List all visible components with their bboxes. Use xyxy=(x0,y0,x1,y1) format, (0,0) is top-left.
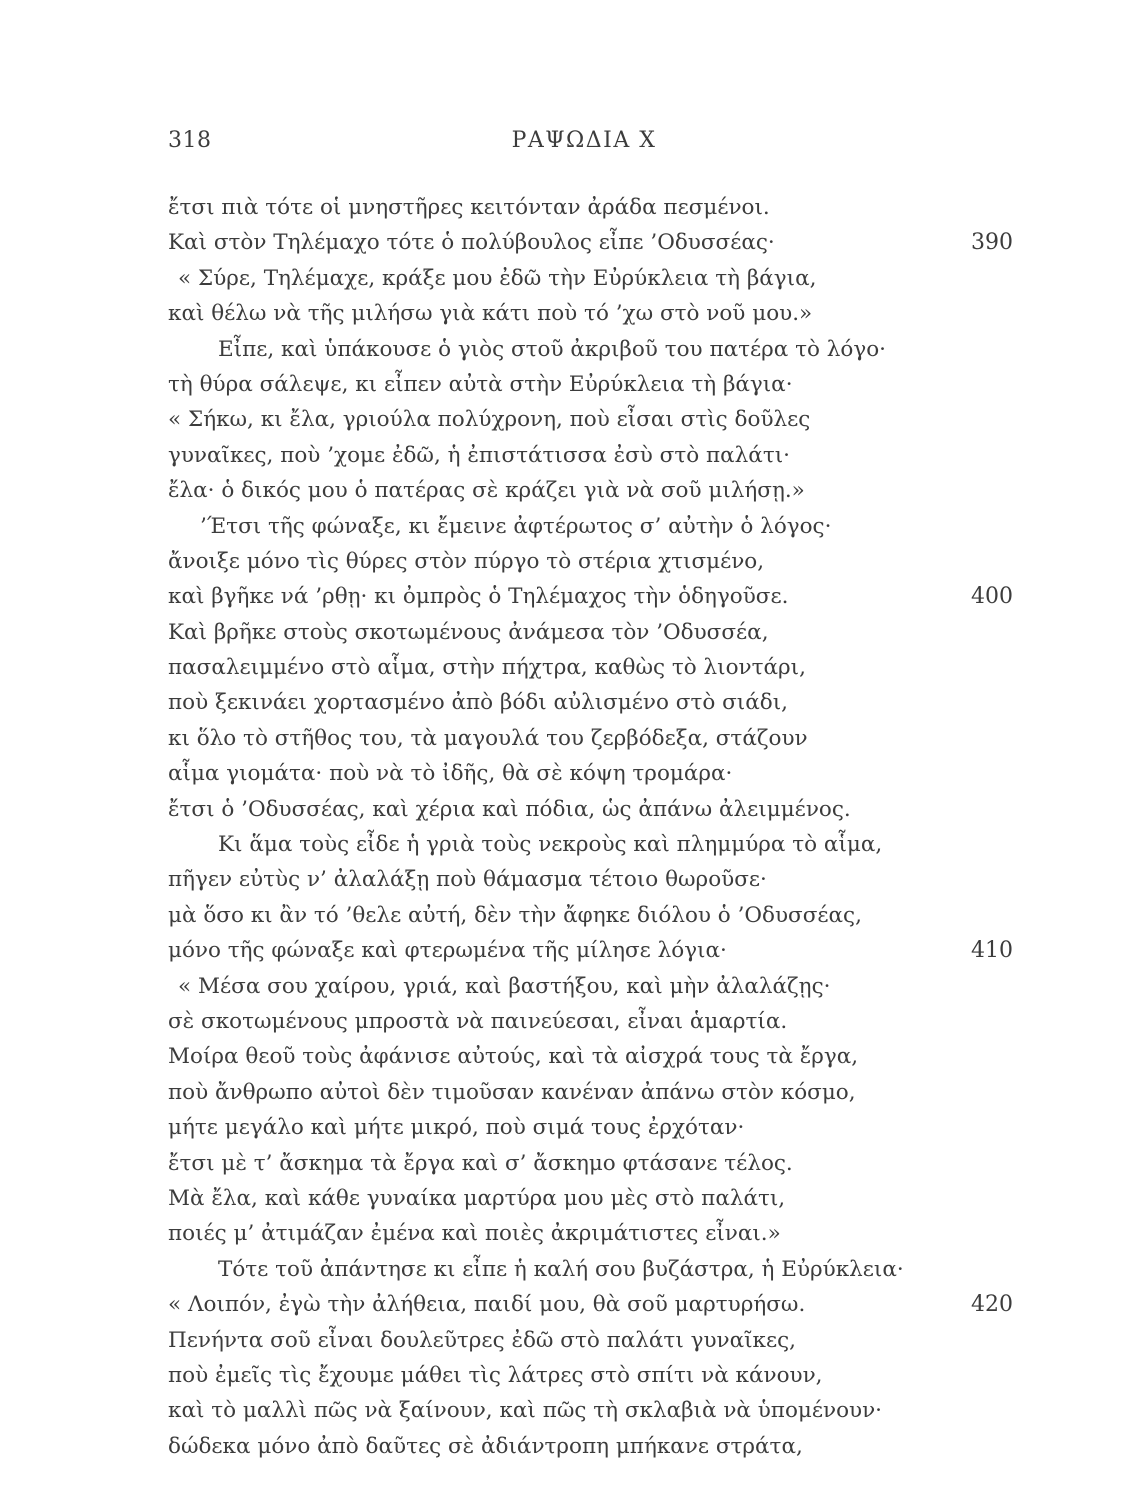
verse-line xyxy=(168,261,1013,296)
verse-line-text: « Σήκω, κι ἔλα, γριούλα πολύχρονη, ποὺ εἶσαι στὶς δοῦλες xyxy=(168,407,811,433)
verse-line-text: πασαλειμμένο στὸ αἷμα, στὴν πήχτρα, καθὼς τὸ λιοντάρι, xyxy=(168,655,806,681)
verse-line xyxy=(168,509,1013,544)
verse-line xyxy=(168,1358,1013,1393)
verse-line xyxy=(168,721,1013,756)
verse-line-text: πῆγεν εὐτὺς ν’ ἀλαλάξῃ ποὺ θάμασμα τέτοιο θωροῦσε· xyxy=(168,867,767,893)
verse-line xyxy=(168,579,1013,614)
verse-line-text: δώδεκα μόνο ἀπὸ δαῦτες σὲ ἀδιάντροπη μπήκανε στράτα, xyxy=(168,1433,803,1459)
verse-line-text: ποὺ ἄνθρωπο αὐτοὶ δὲν τιμοῦσαν κανέναν ἀπάνω στὸν κόσμο, xyxy=(168,1079,856,1105)
verse-line xyxy=(168,862,1013,897)
verse-line xyxy=(168,438,1013,473)
verse-line xyxy=(168,1323,1013,1358)
verse-line-text: καὶ τὸ μαλλὶ πῶς νὰ ξαίνουν, καὶ πῶς τὴ σκλαβιὰ νὰ ὑπομένουν· xyxy=(168,1398,882,1424)
verse-line xyxy=(168,473,1013,508)
verse-line-text: Μὰ ἔλα, καὶ κάθε γυναίκα μαρτύρα μου μὲς στὸ παλάτι, xyxy=(168,1185,786,1211)
verse-line xyxy=(168,650,1013,685)
verse-line xyxy=(168,402,1013,437)
verse-line xyxy=(168,1075,1013,1110)
verse-line-text: γυναῖκες, ποὺ ’χομε ἐδῶ, ἡ ἐπιστάτισσα ἐσὺ στὸ παλάτι· xyxy=(168,442,790,468)
verse-line xyxy=(168,1393,1013,1428)
verse-line xyxy=(168,225,1013,260)
verse-line-text: ἔλα· ὁ δικός μου ὁ πατέρας σὲ κράζει γιὰ νὰ σοῦ μιλήσῃ.» xyxy=(168,478,805,504)
verse-line-text: καὶ βγῆκε νά ’ρθῃ· κι ὀμπρὸς ὁ Τηλέμαχος τὴν ὁδηγοῦσε. xyxy=(168,584,789,610)
verse-line-text: « Σύρε, Τηλέμαχε, κράξε μου ἐδῶ τὴν Εὐρύκλεια τὴ βάγια, xyxy=(178,265,817,291)
verse-line-text: Μοίρα θεοῦ τοὺς ἀφάνισε αὐτούς, καὶ τὰ αἰσχρά τους τὰ ἔργα, xyxy=(168,1044,859,1070)
running-title: ΡΑΨΩΔΙΑ Χ xyxy=(511,128,657,153)
verse-line xyxy=(168,1110,1013,1145)
verse-line-text: Εἶπε, καὶ ὑπάκουσε ὁ γιὸς στοῦ ἀκριβοῦ του πατέρα τὸ λόγο· xyxy=(218,336,886,362)
verse-line-text: σὲ σκοτωμένους μπροστὰ νὰ παινεύεσαι, εἶναι ἁμαρτία. xyxy=(168,1008,788,1034)
line-number: 410 xyxy=(971,938,1013,964)
verse-line xyxy=(168,332,1013,367)
line-number: 400 xyxy=(971,584,1013,610)
verse-line xyxy=(168,296,1013,331)
verse-line xyxy=(168,1252,1013,1287)
line-number: 390 xyxy=(971,230,1013,256)
verse-line-text: ποὺ ξεκινάει χορτασμένο ἀπὸ βόδι αὐλισμένο στὸ σιάδι, xyxy=(168,690,788,716)
page-header xyxy=(168,128,1000,162)
verse-line-text: ἔτσι μὲ τ’ ἄσκημα τὰ ἔργα καὶ σ’ ἄσκημο φτάσανε τέλος. xyxy=(168,1150,793,1176)
page-number: 318 xyxy=(168,128,212,153)
verse-line xyxy=(168,685,1013,720)
verse-line-text: « Μέσα σου χαίρου, γριά, καὶ βαστήξου, καὶ μὴν ἀλαλάζῃς· xyxy=(178,973,831,999)
verse-line xyxy=(168,969,1013,1004)
verse-line xyxy=(168,756,1013,791)
verse-line-text: μὰ ὅσο κι ἂν τό ’θελε αὐτή, δὲν τὴν ἄφηκε διόλου ὁ ’Οδυσσέας, xyxy=(168,902,862,928)
verse-line-text: καὶ θέλω νὰ τῆς μιλήσω γιὰ κάτι ποὺ τό ’χω στὸ νοῦ μου.» xyxy=(168,301,813,327)
line-number: 420 xyxy=(971,1292,1013,1318)
verse-line xyxy=(168,544,1013,579)
verse-line xyxy=(168,615,1013,650)
verse-line-text: μήτε μεγάλο καὶ μήτε μικρό, ποὺ σιμά τους ἐρχόταν· xyxy=(168,1115,745,1141)
verse-line-text: ποὺ ἐμεῖς τὶς ἔχουμε μάθει τὶς λάτρες στὸ σπίτι νὰ κάνουν, xyxy=(168,1362,823,1388)
verse-line-text: κι ὅλο τὸ στῆθος του, τὰ μαγουλά του ζερβόδεξα, στάζουν xyxy=(168,725,808,751)
verse-line xyxy=(168,1004,1013,1039)
verse-line xyxy=(168,1146,1013,1181)
verse-line-text: Τότε τοῦ ἀπάντησε κι εἶπε ἡ καλή σου βυζάστρα, ἡ Εὐρύκλεια· xyxy=(218,1256,904,1282)
verse-line-text: μόνο τῆς φώναξε καὶ φτερωμένα τῆς μίλησε λόγια· xyxy=(168,938,727,964)
verse-line xyxy=(168,367,1013,402)
verse-line xyxy=(168,1181,1013,1216)
verse-line xyxy=(168,1429,1013,1464)
verse-line-text: ποιές μ’ ἀτιμάζαν ἐμένα καὶ ποιὲς ἀκριμάτιστες εἶναι.» xyxy=(168,1221,781,1247)
verse-line xyxy=(168,933,1013,968)
verse-line xyxy=(168,1287,1013,1322)
verse-line xyxy=(168,792,1013,827)
verse-line xyxy=(168,898,1013,933)
verse-text xyxy=(168,190,1013,1464)
verse-line-text: ἔτσι πιὰ τότε οἱ μνηστῆρες κειτόνταν ἀράδα πεσμένοι. xyxy=(168,195,770,220)
verse-line-text: ἄνοιξε μόνο τὶς θύρες στὸν πύργο τὸ στέρια χτισμένο, xyxy=(168,548,765,574)
verse-line-text: ’Έτσι τῆς φώναξε, κι ἔμεινε ἀφτέρωτος σ’ αὐτὴν ὁ λόγος· xyxy=(200,513,832,539)
verse-line-text: « Λοιπόν, ἐγὼ τὴν ἀλήθεια, παιδί μου, θὰ σοῦ μαρτυρήσω. xyxy=(168,1292,806,1318)
verse-line xyxy=(168,1216,1013,1251)
verse-line-text: Πενήντα σοῦ εἶναι δουλεῦτρες ἐδῶ στὸ παλάτι γυναῖκες, xyxy=(168,1327,796,1353)
verse-line-text: τὴ θύρα σάλεψε, κι εἶπεν αὐτὰ στὴν Εὐρύκλεια τὴ βάγια· xyxy=(168,371,793,397)
verse-line-text: Καὶ βρῆκε στοὺς σκοτωμένους ἀνάμεσα τὸν ’Οδυσσέα, xyxy=(168,619,769,645)
verse-line-text: Καὶ στὸν Τηλέμαχο τότε ὁ πολύβουλος εἶπε ’Οδυσσέας· xyxy=(168,230,775,256)
verse-line-text: ἔτσι ὁ ’Οδυσσέας, καὶ χέρια καὶ πόδια, ὡς ἀπάνω ἀλειμμένος. xyxy=(168,796,851,822)
verse-line xyxy=(168,827,1013,862)
verse-line-text: Κι ἅμα τοὺς εἶδε ἡ γριὰ τοὺς νεκροὺς καὶ πλημμύρα τὸ αἷμα, xyxy=(218,832,883,858)
verse-line xyxy=(168,190,1013,225)
verse-line xyxy=(168,1039,1013,1074)
verse-line-text: αἷμα γιομάτα· ποὺ νὰ τὸ ἰδῆς, θὰ σὲ κόψη τρομάρα· xyxy=(168,761,733,787)
